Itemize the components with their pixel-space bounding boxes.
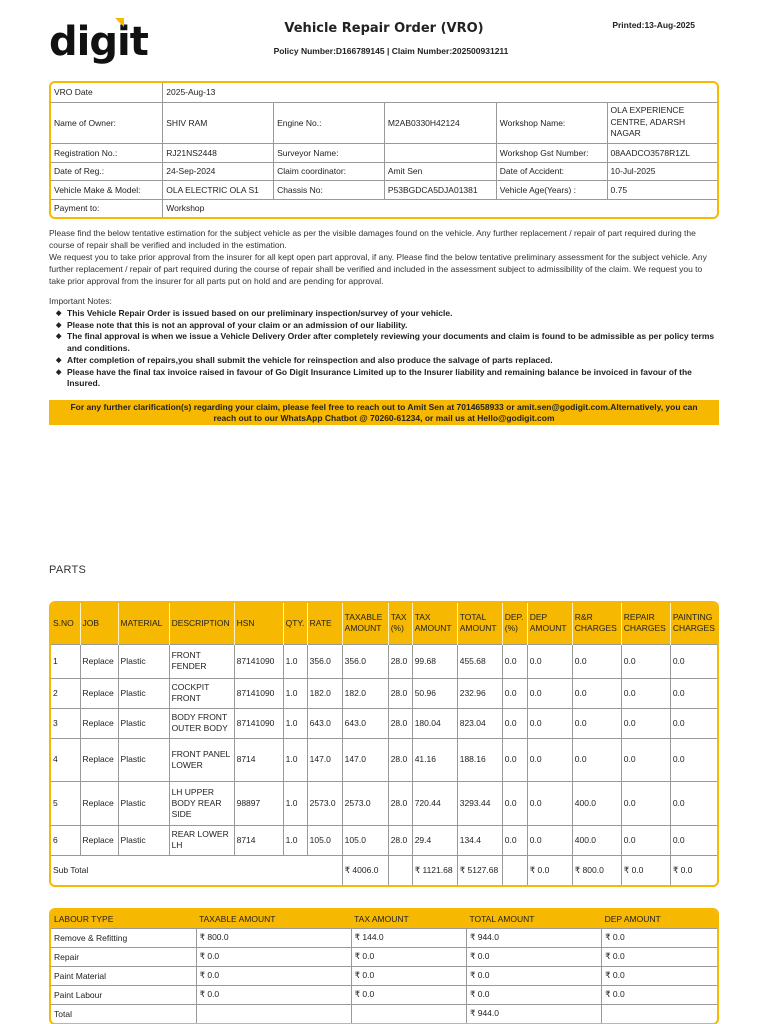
bullet-icon: ◆ (56, 310, 62, 317)
owner-value: SHIV RAM (163, 102, 274, 143)
logo-text: digit (49, 19, 148, 65)
labour-table (49, 908, 719, 1024)
col-taxable-amount: TAXABLE AMOUNT (342, 603, 388, 644)
approval-paragraph: We request you to take prior approval from the insurer for all kept open part approval, if any. Please find the below tentative preliminary assessment for the subject vehicle. Any further replacement / repair of part required during the course of repair shall be verified and included in the assessment subject to admissibility of the claim. We request you to take prior approval from the insurer for all parts put on hold and are pending for approval. (49, 252, 707, 286)
subtotal-repair: ₹ 0.0 (621, 855, 670, 885)
bullet-icon: ◆ (56, 321, 62, 329)
engine-value: M2AB0330H42124 (384, 102, 496, 143)
col-labour-type: LABOUR TYPE (51, 910, 196, 928)
policy-claim-numbers: Policy Number:D166789145 | Claim Number:202500931211 (273, 46, 509, 56)
surveyor-value (384, 143, 496, 162)
chassis-label: Chassis No: (274, 180, 385, 199)
col-sno: S.NO (51, 603, 80, 644)
table-row: Paint Material ₹ 0.0 ₹ 0.0 ₹ 0.0 ₹ 0.0 (51, 966, 717, 985)
estimation-paragraph: Please find the below tentative estimation for the subject vehicle as per the visible damages found on the vehicle. Any further replacement / repair of part required during the course of repair shall be verified and included in the estimation. (49, 228, 696, 250)
table-row: Repair ₹ 0.0 ₹ 0.0 ₹ 0.0 ₹ 0.0 (51, 947, 717, 966)
table-row: Paint Labour ₹ 0.0 ₹ 0.0 ₹ 0.0 ₹ 0.0 (51, 985, 717, 1004)
col-tax-pct: TAX (%) (388, 603, 412, 644)
payment-label: Payment to: (51, 199, 163, 217)
col-job: JOB (80, 603, 118, 644)
gst-value: 08AADCO3578R1ZL (607, 143, 717, 162)
registration-value: RJ21NS2448 (163, 143, 274, 162)
col-rate: RATE (307, 603, 342, 644)
chassis-value: P53BGDCA5DJA01381 (384, 180, 496, 199)
document-title: Vehicle Repair Order (VRO) (284, 21, 484, 36)
workshop-label: Workshop Name: (496, 102, 607, 143)
printed-date: Printed:13-Aug-2025 (612, 20, 695, 30)
make-model-value: OLA ELECTRIC OLA S1 (163, 180, 274, 199)
col-description: DESCRIPTION (169, 603, 234, 644)
subtotal-row (51, 855, 717, 885)
vehicle-age-label: Vehicle Age(Years) : (496, 180, 607, 199)
subtotal-dep-pct (502, 855, 527, 885)
parts-section-title: PARTS (49, 564, 87, 576)
workshop-value: OLA EXPERIENCE CENTRE, ADARSH NAGAR (607, 102, 717, 143)
notes-title: Important Notes: (49, 296, 112, 306)
subtotal-label: Sub Total (51, 855, 342, 885)
bullet-icon: ◆ (56, 368, 62, 376)
col-dep-amount: DEP AMOUNT (527, 603, 572, 644)
col-labour-tax: TAX AMOUNT (351, 910, 466, 928)
table-row: 6 Replace Plastic REAR LOWER LH 8714 1.0 105.0 105.0 28.0 29.4 134.4 0.0 0.0 400.0 0.0 0.0 (51, 825, 717, 855)
subtotal-total: ₹ 5127.68 (457, 855, 502, 885)
coordinator-value: Amit Sen (384, 162, 496, 180)
col-labour-taxable: TAXABLE AMOUNT (196, 910, 351, 928)
accident-date-value: 10-Jul-2025 (607, 162, 717, 180)
vehicle-info-table (49, 81, 719, 219)
col-labour-dep: DEP AMOUNT (602, 910, 717, 928)
vehicle-age-value: 0.75 (607, 180, 717, 199)
table-row: 5 Replace Plastic LH UPPER BODY REAR SIDE 98897 1.0 2573.0 2573.0 28.0 720.44 3293.44 0.0 0.0 400.0 0.0 0.0 (51, 781, 717, 825)
bullet-icon: ◆ (56, 333, 62, 341)
col-material: MATERIAL (118, 603, 169, 644)
coordinator-label: Claim coordinator: (274, 162, 385, 180)
parts-table (49, 601, 719, 887)
col-painting-charges: PAINTING CHARGES (670, 603, 717, 644)
owner-label: Name of Owner: (51, 102, 163, 143)
table-row: Remove & Refitting ₹ 800.0 ₹ 144.0 ₹ 944.0 ₹ 0.0 (51, 928, 717, 947)
payment-value: Workshop (163, 199, 717, 217)
gst-label: Workshop Gst Number: (496, 143, 607, 162)
table-row: 4 Replace Plastic FRONT PANEL LOWER 8714 1.0 147.0 147.0 28.0 41.16 188.16 0.0 0.0 0.0 0.0 0.0 (51, 738, 717, 781)
table-row: 2 Replace Plastic COCKPIT FRONT 87141090 1.0 182.0 182.0 28.0 50.96 232.96 0.0 0.0 0.0 0.0 0.0 (51, 678, 717, 708)
col-total-amount: TOTAL AMOUNT (457, 603, 502, 644)
col-dep-pct: DEP. (%) (502, 603, 527, 644)
make-model-label: Vehicle Make & Model: (51, 180, 163, 199)
vro-date-value: 2025-Aug-13 (163, 83, 717, 102)
subtotal-painting: ₹ 0.0 (670, 855, 717, 885)
reg-date-label: Date of Reg.: (51, 162, 163, 180)
table-row: 1 Replace Plastic FRONT FENDER 87141090 1.0 356.0 356.0 28.0 99.68 455.68 0.0 0.0 0.0 0.0 0.0 (51, 644, 717, 678)
subtotal-taxable: ₹ 4006.0 (342, 855, 388, 885)
col-hsn: HSN (234, 603, 283, 644)
important-notes-list (56, 308, 718, 390)
col-labour-total: TOTAL AMOUNT (466, 910, 601, 928)
note-item: ◆ Please note that this is not an approval of your claim or an admission of our liability. (56, 319, 408, 330)
subtotal-rr: ₹ 800.0 (572, 855, 621, 885)
note-item: ◆ The final approval is when we issue a Vehicle Delivery Order after completely reviewing your documents and claim is found to be admissible as per policy terms and conditions. (56, 331, 715, 354)
vro-date-label: VRO Date (51, 83, 163, 102)
contact-banner: For any further clarification(s) regarding your claim, please feel free to reach out to Amit Sen at 7014658933 or amit.sen@godigit.com.Alternatively, you can reach out to our WhatsApp Chatbot @ 70260-61234, or mail us at Hello@godigit.com (49, 400, 719, 425)
reg-date-value: 24-Sep-2024 (163, 162, 274, 180)
note-item: ◆ After completion of repairs,you shall submit the vehicle for reinspection and also produce the salvage of parts replaced. (56, 354, 553, 365)
bullet-icon: ◆ (56, 356, 62, 364)
col-repair-charges: REPAIR CHARGES (621, 603, 670, 644)
accident-date-label: Date of Accident: (496, 162, 607, 180)
subtotal-tax-amount: ₹ 1121.68 (412, 855, 457, 885)
col-qty: QTY. (283, 603, 307, 644)
subtotal-dep-amount: ₹ 0.0 (527, 855, 572, 885)
registration-label: Registration No.: (51, 143, 163, 162)
engine-label: Engine No.: (274, 102, 385, 143)
col-rr-charges: R&R CHARGES (572, 603, 621, 644)
surveyor-label: Surveyor Name: (274, 143, 385, 162)
subtotal-tax-pct (388, 855, 412, 885)
note-item: ◆ Please have the final tax invoice raised in favour of Go Digit Insurance Limited up to the Insurer liability and remaining balance be invoiced in favour of the Insured. (56, 366, 692, 389)
labour-total-row: Total ₹ 944.0 (51, 1004, 717, 1023)
table-row: 3 Replace Plastic BODY FRONT OUTER BODY 87141090 1.0 643.0 643.0 28.0 180.04 823.04 0.0 0.0 0.0 0.0 0.0 (51, 708, 717, 738)
col-tax-amount: TAX AMOUNT (412, 603, 457, 644)
note-item: ◆ This Vehicle Repair Order is issued based on our preliminary inspection/survey of your vehicle. (56, 308, 453, 318)
